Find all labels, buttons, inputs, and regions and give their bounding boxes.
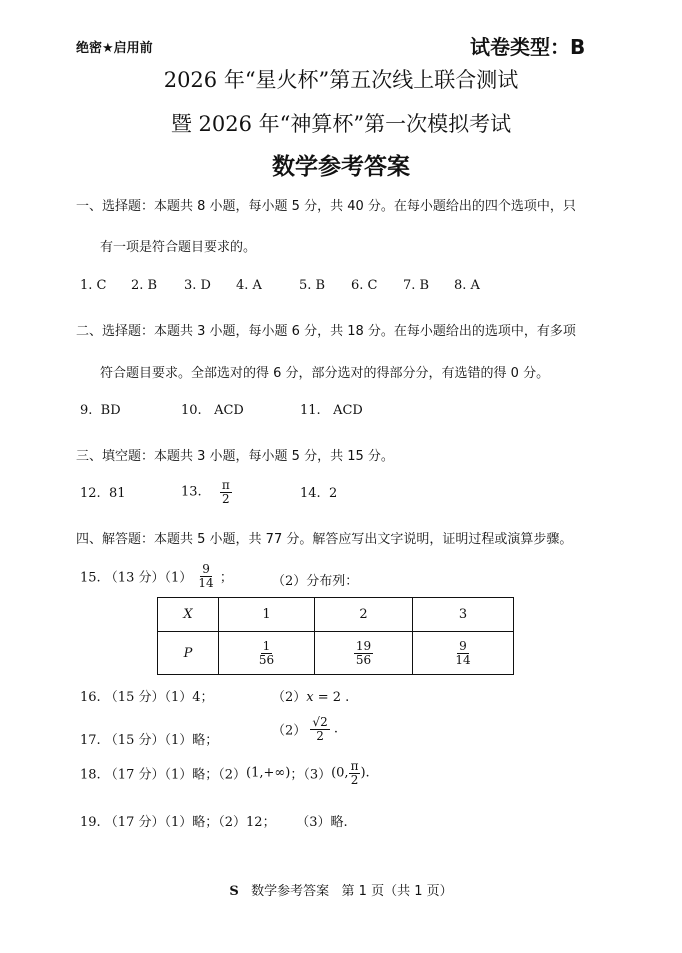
fraction-numerator: 1 — [262, 638, 271, 653]
answer-3: 3. D — [184, 278, 211, 293]
table-cell: 2 — [315, 598, 413, 632]
fraction-denominator: 2 — [221, 491, 230, 506]
page-title: 数学参考答案 — [272, 154, 410, 180]
table-cell: 1 — [219, 598, 315, 632]
q15-label: 15. （13 分）（1） — [80, 570, 193, 586]
distribution-table — [157, 597, 514, 675]
fraction-denominator: 14 — [455, 652, 471, 667]
fraction-numerator: 9 — [459, 638, 467, 653]
fraction-denominator: 2 — [350, 772, 359, 787]
q15-semicolon: ； — [219, 570, 233, 586]
section1-heading: 一、选择题：本题共 8 小题，每小题 5 分，共 40 分。在每小题给出的四个选项中，只 — [76, 199, 576, 214]
answer-4: 4. A — [236, 278, 262, 293]
q15-part2: （2）分布列： — [272, 574, 359, 589]
table-cell: X — [158, 598, 219, 632]
fraction-denominator: 56 — [258, 652, 275, 667]
answer-14: 14. 2 — [300, 486, 338, 501]
q18-line — [80, 760, 370, 786]
answer-2: 2. B — [131, 278, 158, 293]
fraction-numerator: √2 — [312, 715, 328, 729]
table-fraction — [453, 640, 472, 666]
answer-11: 11. ACD — [300, 403, 363, 418]
answer-6: 6. C — [351, 278, 378, 293]
q18-fraction — [349, 760, 361, 786]
section2-heading: 二、选择题：本题共 3 小题，每小题 6 分，共 18 分。在每小题给出的选项中，有多项 — [76, 324, 576, 339]
answer-5: 5. B — [299, 278, 326, 293]
section4-heading: 四、解答题：本题共 5 小题，共 77 分。解答应写出文字说明，证明过程或演算步骤。 — [76, 532, 573, 547]
q16-variable: x — [306, 690, 314, 705]
q15-fraction — [196, 563, 215, 589]
fraction-numerator: 9 — [202, 562, 210, 576]
table-fraction — [257, 640, 276, 666]
q18-label: 18. （17 分）（1）略；（2） — [80, 767, 247, 783]
fraction-numerator: π — [350, 759, 359, 773]
secrecy-label: 绝密★启用前 — [76, 41, 153, 56]
q16-value: = 2 . — [313, 690, 350, 705]
q16-label: 16. （15 分）（1）4； — [80, 690, 214, 705]
q19-line: 19. （17 分）（1）略；（2）12； （3）略. — [80, 815, 348, 830]
paper-type-label: 试卷类型：B — [470, 35, 586, 59]
fraction-denominator: 2 — [316, 728, 324, 743]
page-footer — [0, 880, 682, 899]
table-cell — [219, 632, 315, 675]
q17-label: 17. （15 分）（1）略； — [80, 733, 219, 748]
fraction-numerator: π — [221, 478, 230, 492]
q17-part2-label: （2） — [272, 723, 307, 739]
answer-13-label: 13. — [181, 484, 202, 500]
section3-heading: 三、填空题：本题共 3 小题，每小题 5 分，共 15 分。 — [76, 449, 394, 464]
q16-part2-label: （2） — [272, 690, 307, 705]
section1-heading-cont: 有一项是符合题目要求的。 — [100, 240, 257, 255]
title-line-1: 2026 年“星火杯”第五次线上联合测试 — [163, 68, 519, 92]
footer-series-letter: S — [229, 884, 239, 899]
section2-heading-cont: 符合题目要求。全部选对的得 6 分，部分选对的得部分分，有选错的得 0 分。 — [100, 366, 550, 381]
table-fraction — [354, 640, 373, 666]
q18-interval: (1,+∞) — [246, 765, 291, 781]
answer-9: 9. BD — [80, 403, 121, 418]
table-cell — [413, 632, 514, 675]
q18-open: (0, — [331, 765, 349, 781]
answer-10: 10. ACD — [181, 403, 244, 418]
footer-page-info: 数学参考答案 第 1 页（共 1 页） — [251, 884, 453, 899]
table-cell — [315, 632, 413, 675]
table-cell: P — [158, 632, 219, 675]
fraction-denominator: 14 — [198, 575, 214, 590]
q17-period: . — [333, 721, 338, 737]
q16-part2 — [272, 686, 349, 705]
table-row — [158, 598, 514, 632]
table-cell: 3 — [413, 598, 514, 632]
title-line-2: 暨 2026 年“神算杯”第一次模拟考试 — [170, 112, 512, 136]
q17-part2 — [272, 716, 338, 742]
answer-7: 7. B — [403, 278, 430, 293]
fraction-numerator: 19 — [355, 638, 372, 653]
table-row — [158, 632, 514, 675]
answer-1: 1. C — [80, 278, 107, 293]
answer-13-fraction — [220, 479, 232, 505]
answer-12: 12. 81 — [80, 486, 126, 501]
q17-fraction — [310, 716, 329, 742]
answer-13 — [181, 479, 232, 505]
q15-line — [80, 563, 233, 589]
fraction-denominator: 56 — [355, 652, 372, 667]
q18-close: ). — [360, 765, 370, 781]
q18-part3-label: ；（3） — [290, 767, 332, 783]
answer-8: 8. A — [454, 278, 480, 293]
